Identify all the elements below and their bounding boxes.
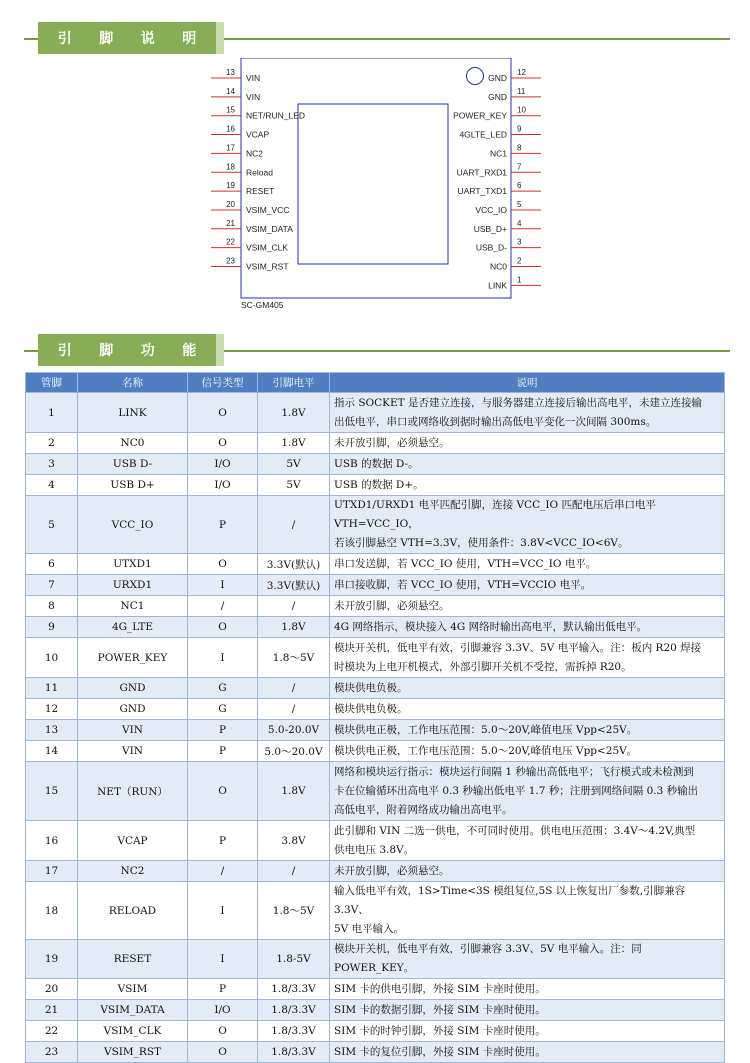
right-pin-name: UART_RXD1 <box>456 167 507 178</box>
left-pin-name: VIN <box>246 91 261 102</box>
pin-level-cell: / <box>258 596 330 617</box>
description-line: USB 的数据 D+。 <box>334 478 424 491</box>
pin-level-cell: / <box>258 699 330 720</box>
description-line: 串口接收脚，若 VCC_IO 使用，VTH=VCCIO 电平。 <box>334 578 592 591</box>
left-pin-name: NET/RUN_LED <box>246 110 306 121</box>
description-line: UTXD1/URXD1 电平匹配引脚，连接 VCC_IO 匹配电压后串口电平 VTH=VCC_IO， <box>334 499 656 530</box>
description-cell <box>330 638 725 678</box>
left-pin-number: 19 <box>226 181 235 191</box>
right-pin-number: 8 <box>517 143 522 153</box>
pin-cell: 1 <box>26 393 78 433</box>
table-row <box>26 393 725 433</box>
table-row <box>26 454 725 475</box>
description-line: 未开放引脚，必须悬空。 <box>334 599 450 612</box>
name-cell: LINK <box>78 393 188 433</box>
left-pin-name: Reload <box>246 167 273 178</box>
pin-level-cell: 1.8～5V <box>258 882 330 940</box>
left-pin-name: VIN <box>246 73 261 83</box>
description-cell <box>330 940 725 979</box>
right-pin-number: 6 <box>517 181 522 191</box>
name-cell: RESET <box>78 940 188 979</box>
name-cell: VCC_IO <box>78 496 188 554</box>
description-line: SIM 卡的时钟引脚，外接 SIM 卡座时使用。 <box>334 1024 546 1037</box>
table-row <box>26 475 725 496</box>
section-title-char: 功 <box>140 343 155 359</box>
description-cell <box>330 454 725 475</box>
signal-type-cell: P <box>188 821 258 861</box>
right-pin-number: 2 <box>517 256 522 266</box>
pin-cell: 8 <box>26 596 78 617</box>
section-header-pin-function <box>24 334 730 368</box>
description-line: SIM 卡的供电引脚，外接 SIM 卡座时使用。 <box>334 982 546 995</box>
signal-type-cell: O <box>188 393 258 433</box>
right-pin-number: 7 <box>517 162 522 172</box>
name-cell: NC0 <box>78 433 188 454</box>
table-row <box>26 720 725 741</box>
pin-cell: 14 <box>26 741 78 762</box>
name-cell: RELOAD <box>78 882 188 940</box>
name-cell: UTXD1 <box>78 554 188 575</box>
name-cell: 4G_LTE <box>78 617 188 638</box>
description-line: 模块供电负极。 <box>334 681 408 694</box>
description-line: 串口发送脚，若 VCC_IO 使用，VTH=VCC_IO 电平。 <box>334 557 597 570</box>
description-line: 模块供电正极，工作电压范围：5.0～20V,峰值电压 Vpp<25V。 <box>334 723 638 736</box>
pin-cell: 22 <box>26 1021 78 1042</box>
left-pin-number: 16 <box>226 124 235 134</box>
pin-cell: 23 <box>26 1042 78 1063</box>
signal-type-cell: / <box>188 861 258 882</box>
description-line: 模块供电负极。 <box>334 702 408 715</box>
pin-cell: 4 <box>26 475 78 496</box>
pin-cell: 16 <box>26 821 78 861</box>
description-line: 未开放引脚，必须悬空。 <box>334 436 450 449</box>
section-title-char: 明 <box>182 31 197 47</box>
description-cell <box>330 496 725 554</box>
signal-type-cell: I/O <box>188 1000 258 1021</box>
name-cell: VSIM_CLK <box>78 1021 188 1042</box>
table-row <box>26 1021 725 1042</box>
description-line: 5V 电平输入。 <box>334 923 405 935</box>
table-row <box>26 882 725 940</box>
signal-type-cell: O <box>188 1042 258 1063</box>
pin-cell: 2 <box>26 433 78 454</box>
description-cell <box>330 979 725 1000</box>
pin-level-cell: 1.8/3.3V <box>258 1000 330 1021</box>
left-pin-number: 20 <box>226 199 235 209</box>
signal-type-cell: I <box>188 575 258 596</box>
description-cell <box>330 720 725 741</box>
signal-type-cell: P <box>188 741 258 762</box>
left-pin-number: 18 <box>226 162 235 172</box>
section-title-char: 引 <box>57 343 72 359</box>
description-cell <box>330 1042 725 1063</box>
header-pin-level: 引脚电平 <box>258 373 330 393</box>
name-cell: VSIM <box>78 979 188 1000</box>
pin-level-cell: 5.0-20.0V <box>258 720 330 741</box>
right-pin-name: VCC_IO <box>475 204 507 215</box>
table-row <box>26 940 725 979</box>
description-line: 时模块为上电开机模式，外部引脚开关机不受控，需拆掉 R20。 <box>334 660 632 673</box>
name-cell: USB D+ <box>78 475 188 496</box>
signal-type-cell: O <box>188 1021 258 1042</box>
table-row <box>26 554 725 575</box>
section-title-tab <box>38 22 224 54</box>
description-line: 未开放引脚，必须悬空。 <box>334 864 450 877</box>
pin-cell: 5 <box>26 496 78 554</box>
name-cell: NC1 <box>78 596 188 617</box>
signal-type-cell: / <box>188 596 258 617</box>
left-pin-number: 22 <box>226 237 235 247</box>
description-cell <box>330 575 725 596</box>
pin-level-cell: 5.0～20.0V <box>258 741 330 762</box>
section-header-pin-description <box>24 22 730 56</box>
description-line: 此引脚和 VIN 二选一供电，不可同时使用。供电电压范围：3.4V～4.2V,典型 <box>334 824 696 837</box>
name-cell: VIN <box>78 741 188 762</box>
section-title-char: 能 <box>182 343 197 359</box>
table-row <box>26 638 725 678</box>
left-pin-number: 13 <box>226 68 235 77</box>
pin-cell: 7 <box>26 575 78 596</box>
table-row <box>26 762 725 821</box>
section-title-char: 说 <box>140 31 155 47</box>
right-pin-name: GND <box>488 73 507 83</box>
right-pin-name: POWER_KEY <box>453 110 507 121</box>
pin-level-cell: 1.8V <box>258 762 330 821</box>
left-pin-number: 17 <box>226 143 235 153</box>
name-cell: VSIM_RST <box>78 1042 188 1063</box>
section-title-char: 脚 <box>99 343 114 359</box>
name-cell: VCAP <box>78 821 188 861</box>
left-pin-name: RESET <box>246 186 275 197</box>
pin-level-cell: 3.8V <box>258 821 330 861</box>
table-row <box>26 1042 725 1063</box>
pin-level-cell: 1.8V <box>258 393 330 433</box>
section-title-tab <box>38 334 224 366</box>
signal-type-cell: O <box>188 617 258 638</box>
header-description: 说明 <box>330 373 725 393</box>
header-signal-type: 信号类型 <box>188 373 258 393</box>
description-cell <box>330 1000 725 1021</box>
pin-level-cell: 1.8/3.3V <box>258 1021 330 1042</box>
pin-level-cell: 5V <box>258 454 330 475</box>
left-pin-number: 21 <box>226 218 235 228</box>
name-cell: NET（RUN） <box>78 762 188 821</box>
table-row <box>26 1000 725 1021</box>
left-pin-number: 14 <box>226 86 235 96</box>
pin-cell: 10 <box>26 638 78 678</box>
description-cell <box>330 699 725 720</box>
description-cell <box>330 882 725 940</box>
pin-cell: 19 <box>26 940 78 979</box>
name-cell: USB D- <box>78 454 188 475</box>
table-row <box>26 617 725 638</box>
description-line: SIM 卡的复位引脚，外接 SIM 卡座时使用。 <box>334 1045 546 1058</box>
description-cell <box>330 741 725 762</box>
description-cell <box>330 433 725 454</box>
name-cell: GND <box>78 678 188 699</box>
name-cell: URXD1 <box>78 575 188 596</box>
pin-level-cell: 1.8～5V <box>258 638 330 678</box>
name-cell: GND <box>78 699 188 720</box>
table-row <box>26 699 725 720</box>
description-cell <box>330 861 725 882</box>
pin-level-cell: / <box>258 861 330 882</box>
signal-type-cell: G <box>188 678 258 699</box>
name-cell: VSIM_DATA <box>78 1000 188 1021</box>
description-line: 模块开关机，低电平有效，引脚兼容 3.3V、5V 电平输入。注：同 POWER_KEY。 <box>334 943 642 974</box>
description-line: USB 的数据 D-。 <box>334 457 419 470</box>
left-pin-name: VSIM_CLK <box>246 242 289 253</box>
pin-level-cell: 1.8-5V <box>258 940 330 979</box>
right-pin-name: USB_D+ <box>473 223 507 234</box>
table-row <box>26 821 725 861</box>
left-pin-name: VCAP <box>246 129 270 140</box>
signal-type-cell: O <box>188 554 258 575</box>
description-line: 高低电平，附着网络成功输出高电平。 <box>334 803 513 816</box>
section-title-char: 引 <box>57 31 72 47</box>
description-cell <box>330 475 725 496</box>
description-line: SIM 卡的数据引脚，外接 SIM 卡座时使用。 <box>334 1003 546 1016</box>
right-pin-name: NC0 <box>489 261 507 272</box>
description-line: 网络和模块运行指示：模块运行间隔 1 秒输出高低电平；飞行模式或未检测到 <box>334 765 694 778</box>
module-name-label: SC-GM405 <box>241 300 284 310</box>
pin-level-cell: 1.8/3.3V <box>258 1042 330 1063</box>
signal-type-cell: I <box>188 940 258 979</box>
right-pin-name: NC1 <box>489 148 507 159</box>
signal-type-cell: I <box>188 882 258 940</box>
pin-cell: 20 <box>26 979 78 1000</box>
right-pin-number: 1 <box>517 275 522 285</box>
signal-type-cell: I/O <box>188 475 258 496</box>
right-pin-name: GND <box>488 91 507 102</box>
right-pin-number: 10 <box>517 105 526 115</box>
left-pin-name: VSIM_RST <box>246 261 289 272</box>
name-cell: NC2 <box>78 861 188 882</box>
signal-type-cell: P <box>188 979 258 1000</box>
pin-cell: 17 <box>26 861 78 882</box>
right-pin-name: USB_D- <box>475 242 507 253</box>
table-row <box>26 861 725 882</box>
right-pin-number: 5 <box>517 199 522 209</box>
right-pin-name: LINK <box>488 280 507 291</box>
table-row <box>26 575 725 596</box>
signal-type-cell: P <box>188 720 258 741</box>
description-line: 输入低电平有效，1S>Time<3S 模组复位,5S 以上恢复出厂参数,引脚兼容 3.3V、 <box>334 885 686 916</box>
description-cell <box>330 617 725 638</box>
pin-cell: 18 <box>26 882 78 940</box>
section-title-char: 脚 <box>99 31 114 47</box>
left-pin-number: 15 <box>226 105 235 115</box>
right-pin-name: 4GLTE_LED <box>459 129 507 140</box>
table-row <box>26 496 725 554</box>
signal-type-cell: I <box>188 638 258 678</box>
description-cell <box>330 762 725 821</box>
description-line: 4G 网络指示，模块接入 4G 网络时输出高电平，默认输出低电平。 <box>334 620 648 633</box>
pin-cell: 3 <box>26 454 78 475</box>
description-cell <box>330 678 725 699</box>
header-pin: 管脚 <box>26 373 78 393</box>
pin-level-cell: / <box>258 678 330 699</box>
pin-cell: 11 <box>26 678 78 699</box>
pin-level-cell: 1.8V <box>258 617 330 638</box>
pin-cell: 6 <box>26 554 78 575</box>
description-line: 若该引脚悬空 VTH=3.3V，使用条件：3.8V<VCC_IO<6V。 <box>334 537 629 549</box>
pin-cell: 12 <box>26 699 78 720</box>
header-name: 名称 <box>78 373 188 393</box>
pin-level-cell: 1.8V <box>258 433 330 454</box>
description-cell <box>330 554 725 575</box>
pin-cell: 9 <box>26 617 78 638</box>
table-row <box>26 433 725 454</box>
description-cell <box>330 393 725 433</box>
right-pin-number: 9 <box>517 124 522 134</box>
signal-type-cell: O <box>188 762 258 821</box>
table-row <box>26 596 725 617</box>
right-pin-number: 12 <box>517 68 526 77</box>
right-pin-number: 11 <box>517 86 526 96</box>
description-cell <box>330 821 725 861</box>
description-line: 模块开关机，低电平有效，引脚兼容 3.3V、5V 电平输入。注：板内 R20 焊接 <box>334 641 702 654</box>
pin-level-cell: 5V <box>258 475 330 496</box>
table-row <box>26 678 725 699</box>
left-pin-name: VSIM_DATA <box>246 223 293 234</box>
signal-type-cell: I/O <box>188 454 258 475</box>
description-line: 指示 SOCKET 是否建立连接，与服务器建立连接后输出高电平，未建立连接输 <box>334 396 703 409</box>
signal-type-cell: P <box>188 496 258 554</box>
pin-level-cell: / <box>258 496 330 554</box>
table-row <box>26 741 725 762</box>
pin-diagram <box>205 58 545 314</box>
name-cell: VIN <box>78 720 188 741</box>
description-line: 出低电平，串口或网络收到据时输出高低电平变化一次间隔 300ms。 <box>334 415 657 428</box>
pin-function-table <box>25 372 725 1063</box>
right-pin-name: UART_TXD1 <box>457 186 507 197</box>
description-cell <box>330 596 725 617</box>
description-line: 供电电压 3.8V。 <box>334 843 415 856</box>
signal-type-cell: G <box>188 699 258 720</box>
signal-type-cell: O <box>188 433 258 454</box>
description-line: 模块供电正极，工作电压范围：5.0～20V,峰值电压 Vpp<25V。 <box>334 744 638 757</box>
table-row <box>26 979 725 1000</box>
left-pin-name: VSIM_VCC <box>246 204 290 215</box>
description-line: 卡在位输循环出高电平 0.3 秒输出低电平 1.7 秒；注册到网络间隔 0.3 秒输出 <box>334 784 699 797</box>
pin-level-cell: 3.3V(默认) <box>258 554 330 575</box>
left-pin-number: 23 <box>226 256 235 266</box>
description-cell <box>330 1021 725 1042</box>
pin-cell: 13 <box>26 720 78 741</box>
table-header-row <box>26 373 725 393</box>
right-pin-number: 4 <box>517 218 522 228</box>
pin-level-cell: 1.8/3.3V <box>258 979 330 1000</box>
pin-level-cell: 3.3V(默认) <box>258 575 330 596</box>
right-pin-number: 3 <box>517 237 522 247</box>
pin-cell: 21 <box>26 1000 78 1021</box>
pin-cell: 15 <box>26 762 78 821</box>
name-cell: POWER_KEY <box>78 638 188 678</box>
left-pin-name: NC2 <box>246 148 264 159</box>
